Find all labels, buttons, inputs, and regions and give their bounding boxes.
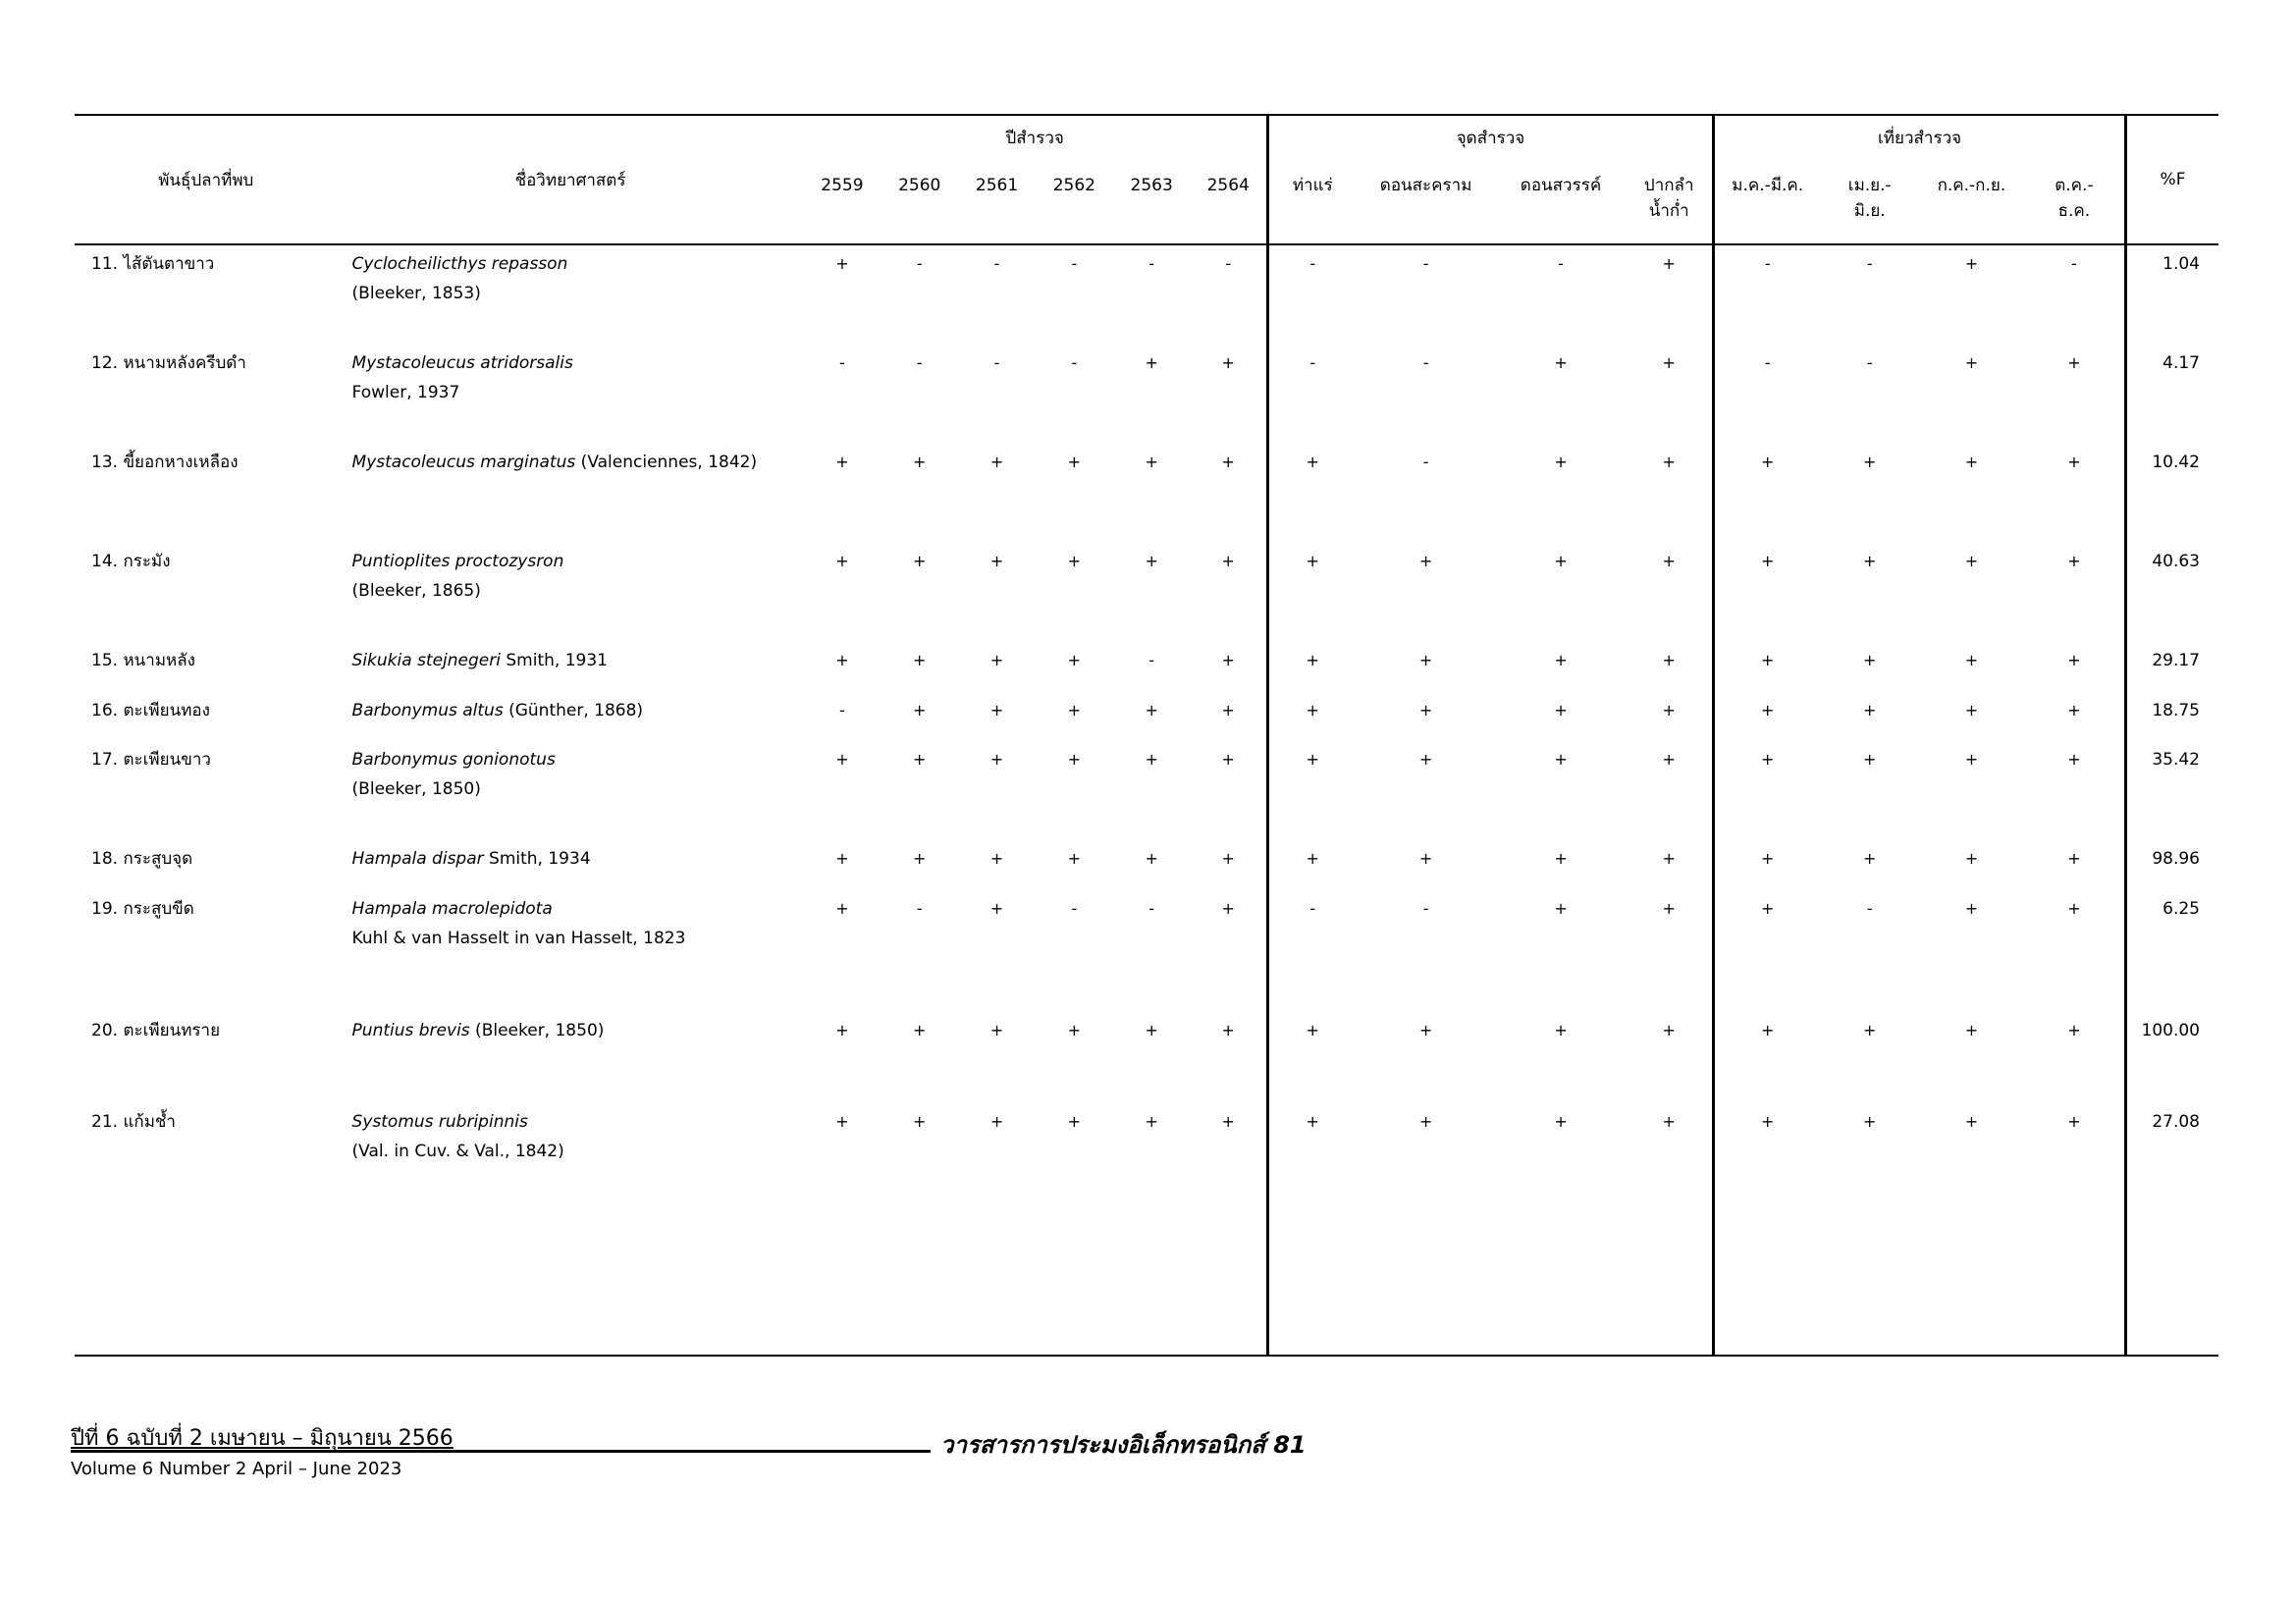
thai-species-name: 20. ตะเพียนทราย	[91, 1021, 221, 1040]
site-presence-mark: +	[1496, 1103, 1627, 1356]
scientific-name-line	[352, 348, 804, 378]
site-presence-mark: +	[1626, 840, 1713, 890]
scientific-name-line	[352, 1107, 804, 1137]
site-presence-mark: +	[1306, 1021, 1319, 1039]
scientific-name-line	[352, 1016, 804, 1045]
scientific-name: Mystacoleucus marginatus	[351, 453, 576, 472]
footer-journal-page: วารสารการประมงอิเล็กทรอนิกส์ 81	[940, 1431, 1307, 1459]
scientific-name-line	[352, 646, 804, 675]
site-presence-mark: +	[1626, 741, 1713, 840]
percent-frequency-value: 6.25	[2163, 899, 2200, 919]
scientific-name: Sikukia stejnegeri	[351, 651, 501, 670]
year-presence-mark: +	[835, 1021, 849, 1039]
trip-presence-mark: -	[2024, 244, 2126, 345]
year-presence-mark: +	[1067, 1021, 1082, 1039]
year-presence-mark: +	[1067, 750, 1082, 769]
site-presence-mark: +	[1306, 552, 1319, 570]
site-presence-mark: +	[1267, 1103, 1356, 1356]
header-site-3	[1496, 159, 1627, 244]
year-presence-mark: +	[1145, 701, 1158, 720]
year-presence-mark: +	[989, 1021, 1004, 1039]
year-presence-mark: +	[913, 750, 927, 769]
thai-species-name: 18. กระสูบจุด	[91, 849, 193, 869]
footer-english-issue: Volume 6 Number 2 April – June 2023	[71, 1459, 402, 1479]
header-label-line1: ก.ค.-ก.ย.	[1937, 176, 2006, 195]
scientific-name-cell	[338, 642, 804, 692]
scientific-name: Cyclocheilicthys repasson	[351, 254, 568, 274]
header-survey-trip: เที่ยวสำรวจ	[1714, 115, 2126, 159]
trip-presence-mark: +	[1964, 353, 1979, 372]
header-label-line1: ดอนสวรรค์	[1520, 176, 1602, 195]
trip-presence-mark: +	[1761, 899, 1775, 918]
year-presence-mark: +	[989, 453, 1004, 471]
scientific-name-line	[352, 448, 804, 477]
year-presence-mark: +	[913, 453, 927, 471]
trip-presence-mark: +	[2024, 890, 2126, 1012]
year-presence-mark: +	[1191, 741, 1268, 840]
site-presence-mark: -	[1422, 899, 1429, 918]
year-presence-mark: +	[1145, 750, 1158, 769]
year-presence-mark: +	[1067, 651, 1082, 669]
header-trip-4	[2024, 159, 2126, 244]
year-presence-mark: -	[1148, 254, 1155, 273]
year-presence-mark: -	[916, 353, 923, 372]
percent-frequency-value: 35.42	[2152, 750, 2200, 770]
percent-frequency-value: 18.75	[2152, 701, 2200, 720]
scientific-author-line: Fowler, 1937	[351, 383, 460, 402]
site-presence-mark: +	[1626, 1103, 1713, 1356]
percent-frequency-value: 40.63	[2152, 552, 2200, 571]
year-presence-mark: -	[1191, 244, 1268, 345]
trip-presence-mark: +	[1964, 899, 1979, 918]
trip-presence-mark: +	[2024, 543, 2126, 642]
thai-species-name: 17. ตะเพียนขาว	[91, 750, 211, 770]
scientific-name-cell	[338, 444, 804, 543]
year-presence-mark: +	[1191, 840, 1268, 890]
header-scientific-name: ชื่อวิทยาศาสตร์	[514, 170, 626, 190]
trip-presence-mark: +	[1761, 453, 1775, 471]
scientific-name: Hampala macrolepidota	[351, 899, 553, 919]
trip-presence-mark: +	[1761, 701, 1775, 720]
scientific-name-line	[352, 745, 804, 774]
scientific-author-line: (Bleeker, 1865)	[351, 581, 481, 601]
site-presence-mark: -	[1558, 254, 1564, 273]
header-trip-2	[1820, 159, 1919, 244]
trip-presence-mark: +	[1964, 254, 1979, 273]
trip-presence-mark: +	[1863, 1021, 1877, 1039]
table-row	[75, 543, 2218, 642]
year-presence-mark: +	[1067, 849, 1082, 868]
year-presence-mark: +	[835, 254, 849, 273]
site-presence-mark: +	[1626, 1012, 1713, 1103]
site-presence-mark: +	[1554, 849, 1568, 868]
scientific-name: Systomus rubripinnis	[351, 1112, 528, 1132]
year-presence-mark: +	[1191, 444, 1268, 543]
scientific-name-cell	[338, 1012, 804, 1103]
site-presence-mark: -	[1422, 353, 1429, 372]
year-presence-mark: -	[1071, 353, 1078, 372]
trip-presence-mark: +	[1761, 552, 1775, 570]
year-presence-mark: +	[1191, 642, 1268, 692]
scientific-name-line	[352, 696, 804, 725]
percent-frequency-value: 100.00	[2141, 1021, 2200, 1040]
year-presence-mark: +	[835, 849, 849, 868]
footer-divider	[71, 1450, 931, 1453]
year-presence-mark: +	[1067, 701, 1082, 720]
site-presence-mark: +	[1554, 353, 1568, 372]
trip-presence-mark: +	[2024, 444, 2126, 543]
trip-presence-mark: +	[2024, 345, 2126, 444]
table-row	[75, 1012, 2218, 1103]
percent-frequency-value: 98.96	[2152, 849, 2200, 869]
header-label-line2: น้ำก่ำ	[1648, 201, 1689, 222]
trip-presence-mark: +	[1714, 1103, 1821, 1356]
thai-species-name: 11. ไส้ตันตาขาว	[91, 254, 215, 274]
year-presence-mark: +	[1191, 692, 1268, 741]
thai-species-name: 15. หนามหลัง	[91, 651, 195, 670]
site-presence-mark: +	[1357, 1103, 1496, 1356]
trip-presence-mark: +	[1919, 1103, 2024, 1356]
year-presence-mark: -	[1071, 899, 1078, 918]
scientific-name: Hampala dispar	[351, 849, 484, 869]
header-trip-3	[1919, 159, 2024, 244]
trip-presence-mark: -	[1764, 254, 1771, 273]
scientific-author: Smith, 1934	[483, 849, 591, 869]
site-presence-mark: +	[1626, 244, 1713, 345]
year-presence-mark: +	[913, 1021, 927, 1039]
trip-presence-mark: +	[1863, 701, 1877, 720]
year-presence-mark: -	[839, 353, 845, 372]
trip-presence-mark: -	[1764, 353, 1771, 372]
year-presence-mark: +	[1036, 1103, 1113, 1356]
site-presence-mark: +	[1418, 552, 1433, 570]
header-survey-year: ปีสำรวจ	[803, 115, 1267, 159]
scientific-name-line	[352, 844, 804, 874]
site-presence-mark: +	[1418, 701, 1433, 720]
trip-presence-mark: -	[1866, 254, 1873, 273]
percent-frequency-value: 1.04	[2163, 254, 2200, 274]
scientific-name: Barbonymus altus	[351, 701, 504, 720]
site-presence-mark: +	[1306, 651, 1319, 669]
year-presence-mark: +	[958, 1103, 1036, 1356]
thai-species-name: 21. แก้มช้ำ	[75, 1103, 338, 1356]
trip-presence-mark: +	[1863, 453, 1877, 471]
trip-presence-mark: +	[1964, 701, 1979, 720]
year-presence-mark: +	[803, 1103, 881, 1356]
year-presence-mark: +	[835, 552, 849, 570]
year-presence-mark: -	[1071, 254, 1078, 273]
year-presence-mark: -	[993, 353, 1000, 372]
trip-presence-mark: +	[1964, 552, 1979, 570]
header-label-line1: ม.ค.-มี.ค.	[1732, 176, 1804, 195]
year-presence-mark: -	[839, 701, 845, 720]
year-presence-mark: +	[989, 701, 1004, 720]
header-site-4	[1626, 159, 1713, 244]
site-presence-mark: +	[1554, 750, 1568, 769]
year-presence-mark: +	[1113, 1103, 1191, 1356]
year-presence-mark: +	[989, 651, 1004, 669]
header-label-line1: ท่าแร่	[1292, 176, 1333, 195]
thai-species-name: 14. กระมัง	[91, 552, 171, 571]
header-label-line1: ต.ค.-	[2055, 176, 2094, 195]
table-row	[75, 444, 2218, 543]
trip-presence-mark: +	[2024, 840, 2126, 890]
header-year-2559: 2559	[821, 176, 864, 195]
trip-presence-mark: +	[2024, 642, 2126, 692]
header-label-line1: ดอนสะคราม	[1379, 176, 1472, 195]
site-presence-mark: +	[1626, 543, 1713, 642]
year-presence-mark: +	[835, 750, 849, 769]
site-presence-mark: -	[1309, 254, 1316, 273]
percent-frequency-value: 10.42	[2152, 453, 2200, 472]
header-site-2	[1357, 159, 1496, 244]
trip-presence-mark: +	[1820, 1103, 1919, 1356]
percent-frequency-value: 27.08	[2126, 1103, 2218, 1356]
table-row	[75, 840, 2218, 890]
scientific-name-line	[352, 894, 804, 924]
scientific-author: (Bleeker, 1850)	[469, 1021, 605, 1040]
year-presence-mark: +	[989, 849, 1004, 868]
scientific-name: Mystacoleucus atridorsalis	[351, 353, 573, 373]
header-year-2561: 2561	[975, 176, 1019, 195]
site-presence-mark: +	[1626, 444, 1713, 543]
year-presence-mark: -	[916, 899, 923, 918]
site-presence-mark: +	[1418, 849, 1433, 868]
trip-presence-mark: +	[1761, 750, 1775, 769]
table-row	[75, 244, 2218, 345]
trip-presence-mark: +	[1863, 651, 1877, 669]
year-presence-mark: +	[913, 651, 927, 669]
site-presence-mark: +	[1554, 899, 1568, 918]
scientific-name-cell	[338, 741, 804, 840]
site-presence-mark: -	[1309, 353, 1316, 372]
scientific-name: Barbonymus gonionotus	[351, 750, 556, 770]
site-presence-mark: +	[1418, 651, 1433, 669]
year-presence-mark: +	[989, 552, 1004, 570]
header-trip-1	[1714, 159, 1821, 244]
site-presence-mark: +	[1306, 453, 1319, 471]
thai-species-name: 19. กระสูบขีด	[91, 899, 194, 919]
header-survey-site: จุดสำรวจ	[1267, 115, 1713, 159]
header-percent-frequency: %F	[2160, 170, 2186, 189]
trip-presence-mark: +	[1863, 750, 1877, 769]
trip-presence-mark: +	[1964, 849, 1979, 868]
header-label-line1: ปากลำ	[1643, 176, 1694, 195]
trip-presence-mark: +	[2024, 741, 2126, 840]
year-presence-mark: +	[881, 1103, 958, 1356]
table-row	[75, 345, 2218, 444]
scientific-name-line	[352, 249, 804, 279]
scientific-author-line: (Val. in Cuv. & Val., 1842)	[351, 1142, 564, 1161]
table-row	[75, 1103, 2218, 1356]
year-presence-mark: -	[1148, 899, 1155, 918]
trip-presence-mark: +	[1863, 552, 1877, 570]
table-row	[75, 741, 2218, 840]
header-thai-name: พันธุ์ปลาที่พบ	[158, 170, 254, 190]
scientific-name: Puntius brevis	[351, 1021, 470, 1040]
scientific-name-cell	[338, 890, 804, 1012]
year-presence-mark: -	[1148, 651, 1155, 669]
site-presence-mark: +	[1554, 1021, 1568, 1039]
site-presence-mark: -	[1422, 453, 1429, 471]
header-year-2560: 2560	[898, 176, 941, 195]
trip-presence-mark: +	[2024, 1012, 2126, 1103]
site-presence-mark: +	[1306, 849, 1319, 868]
trip-presence-mark: +	[1863, 849, 1877, 868]
year-presence-mark: +	[835, 453, 849, 471]
year-presence-mark: +	[1191, 1012, 1268, 1103]
year-presence-mark: +	[1191, 543, 1268, 642]
trip-presence-mark: +	[1964, 453, 1979, 471]
thai-species-name: 16. ตะเพียนทอง	[91, 701, 210, 720]
scientific-author: Smith, 1931	[500, 651, 608, 670]
site-presence-mark: +	[1554, 552, 1568, 570]
trip-presence-mark: -	[1866, 353, 1873, 372]
scientific-author-line: Kuhl & van Hasselt in van Hasselt, 1823	[351, 929, 686, 948]
header-label-line1: เม.ย.-	[1847, 176, 1892, 195]
scientific-name-cell	[338, 244, 804, 345]
site-presence-mark: +	[1306, 750, 1319, 769]
table-row	[75, 890, 2218, 1012]
scientific-author-line: (Bleeker, 1853)	[351, 284, 481, 303]
percent-frequency-value: 29.17	[2152, 651, 2200, 670]
scientific-author: (Valenciennes, 1842)	[575, 453, 758, 472]
site-presence-mark: +	[1418, 1021, 1433, 1039]
year-presence-mark: +	[1191, 345, 1268, 444]
scientific-name-cell	[338, 840, 804, 890]
site-presence-mark: -	[1422, 254, 1429, 273]
year-presence-mark: +	[1145, 1021, 1158, 1039]
scientific-name-cell	[338, 345, 804, 444]
year-presence-mark: +	[1145, 552, 1158, 570]
year-presence-mark: +	[1145, 849, 1158, 868]
site-presence-mark: +	[1306, 701, 1319, 720]
scientific-author-line: (Bleeker, 1850)	[351, 779, 481, 799]
footer-thai-issue: ปีที่ 6 ฉบับที่ 2 เมษายน – มิถุนายน 2566	[71, 1426, 454, 1451]
year-presence-mark: +	[989, 899, 1004, 918]
scientific-name: Puntioplites proctozysron	[351, 552, 564, 571]
year-presence-mark: +	[913, 849, 927, 868]
year-presence-mark: +	[913, 552, 927, 570]
year-presence-mark: +	[989, 750, 1004, 769]
trip-presence-mark: +	[1964, 1021, 1979, 1039]
trip-presence-mark: -	[1866, 899, 1873, 918]
year-presence-mark: +	[835, 651, 849, 669]
trip-presence-mark: +	[1761, 849, 1775, 868]
trip-presence-mark: +	[2024, 692, 2126, 741]
header-year-2563: 2563	[1130, 176, 1173, 195]
site-presence-mark: +	[1626, 345, 1713, 444]
table-row	[75, 692, 2218, 741]
table-row	[75, 642, 2218, 692]
trip-presence-mark: +	[1964, 651, 1979, 669]
trip-presence-mark: +	[1964, 750, 1979, 769]
year-presence-mark: +	[835, 899, 849, 918]
year-presence-mark: +	[1191, 1103, 1268, 1356]
trip-presence-mark: +	[1761, 651, 1775, 669]
site-presence-mark: +	[1554, 651, 1568, 669]
year-presence-mark: +	[1067, 453, 1082, 471]
site-presence-mark: +	[1626, 890, 1713, 1012]
scientific-name-cell	[338, 543, 804, 642]
header-label-line2: มิ.ย.	[1853, 201, 1886, 222]
site-presence-mark: +	[1418, 750, 1433, 769]
year-presence-mark: -	[916, 254, 923, 273]
site-presence-mark: +	[1554, 453, 1568, 471]
trip-presence-mark: +	[2024, 1103, 2126, 1356]
trip-presence-mark: +	[1761, 1021, 1775, 1039]
site-presence-mark: +	[1626, 642, 1713, 692]
scientific-name-cell	[338, 1103, 804, 1356]
header-year-2564: 2564	[1191, 159, 1268, 244]
scientific-name-cell	[338, 692, 804, 741]
year-presence-mark: +	[1145, 353, 1158, 372]
header-year-2562: 2562	[1052, 176, 1095, 195]
scientific-name-line	[352, 547, 804, 576]
header-label-line2: ธ.ค.	[2057, 201, 2091, 222]
thai-species-name: 12. หนามหลังครีบดำ	[91, 353, 246, 373]
year-presence-mark: +	[1191, 890, 1268, 1012]
site-presence-mark: +	[1626, 692, 1713, 741]
scientific-author: (Günther, 1868)	[503, 701, 644, 720]
thai-species-name: 13. ขี้ยอกหางเหลือง	[91, 453, 239, 472]
percent-frequency-value: 4.17	[2163, 353, 2200, 373]
year-presence-mark: +	[1067, 552, 1082, 570]
site-presence-mark: +	[1554, 701, 1568, 720]
header-site-1	[1267, 159, 1356, 244]
year-presence-mark: -	[993, 254, 1000, 273]
fish-species-table	[75, 114, 2218, 1357]
year-presence-mark: +	[1145, 453, 1158, 471]
year-presence-mark: +	[913, 701, 927, 720]
site-presence-mark: -	[1309, 899, 1316, 918]
